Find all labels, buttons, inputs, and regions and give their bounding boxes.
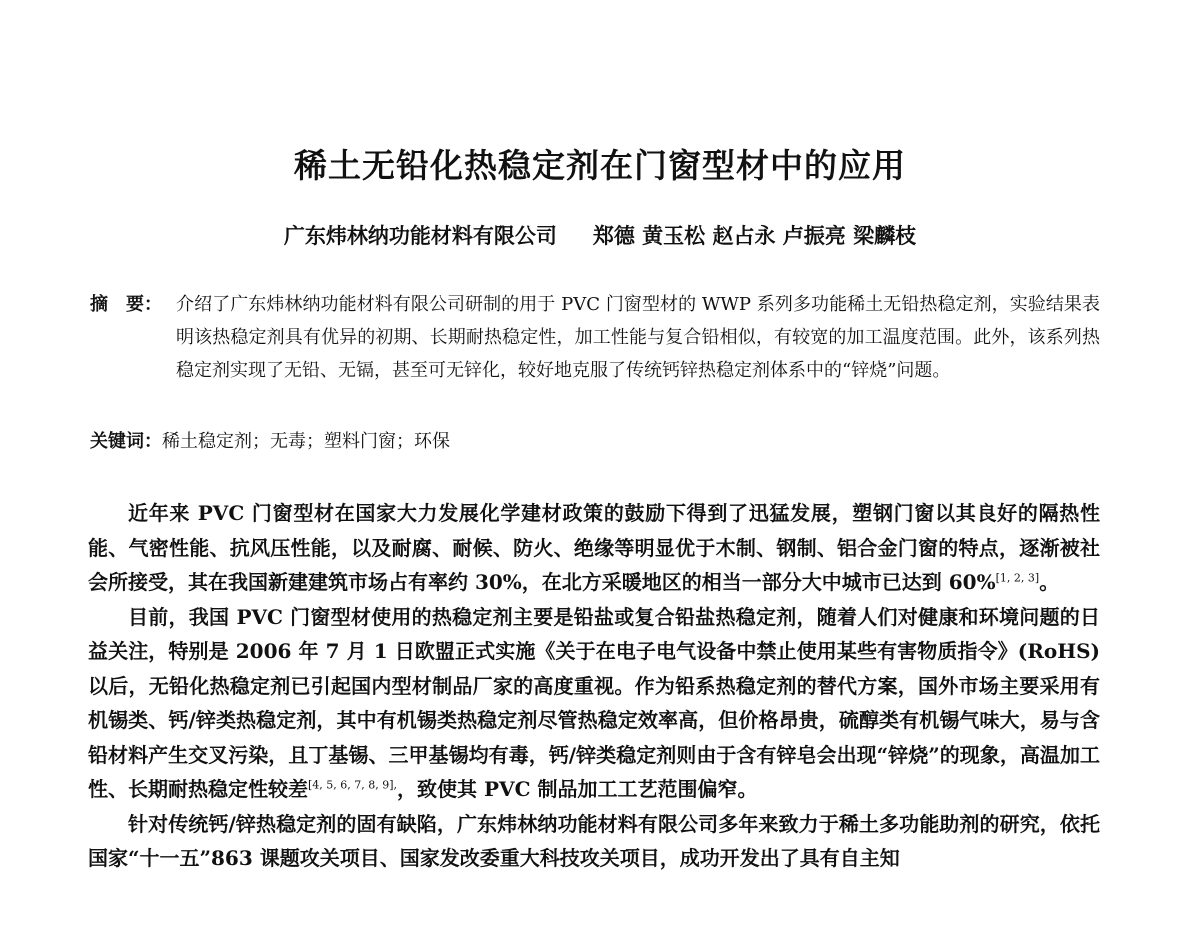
- author-line: [0, 220, 1200, 250]
- paragraph-tail: 。: [1039, 570, 1060, 594]
- abstract-text: 介绍了广东炜林纳功能材料有限公司研制的用于 PVC 门窗型材的 WWP 系列多功能稀土无铅热稳定剂，实验结果表明该热稳定剂具有优异的初期、长期耐热稳定性，加工性能与复合铅相似，有较宽的加工温度范围。此外，该系列热稳定剂实现了无铅、无镉，甚至可无锌化，较好地克服了传统钙锌热稳定剂体系中的“锌烧”问题。: [176, 294, 1100, 381]
- keywords-label: 关键词：: [90, 431, 162, 452]
- body-paragraph-2: [88, 600, 1100, 807]
- paper-title: 稀土无铅化热稳定剂在门窗型材中的应用: [294, 146, 906, 185]
- keywords-text: 稀土稳定剂；无毒；塑料门窗；环保: [162, 431, 450, 452]
- keywords: [90, 425, 1100, 458]
- abstract: [90, 288, 1100, 387]
- paragraph-tail: ，致使其 PVC 制品加工工艺范围偏窄。: [397, 777, 758, 801]
- author-names: 郑德 黄玉松 赵占永 卢振亮 梁麟枝: [592, 223, 917, 248]
- author-organization: 广东炜林纳功能材料有限公司: [283, 223, 557, 248]
- abstract-label: 摘 要：: [90, 294, 162, 315]
- paragraph-text: 针对传统钙/锌热稳定剂的固有缺陷，广东炜林纳功能材料有限公司多年来致力于稀土多功能助剂的研究，依托国家“十一五”863 课题攻关项目、国家发改委重大科技攻关项目，成功开发出了具有自主知: [88, 811, 1100, 870]
- citation: [1, 2, 3]: [995, 571, 1040, 585]
- body-paragraph-1: [88, 496, 1100, 600]
- body-section: [88, 496, 1100, 876]
- paragraph-text: 目前，我国 PVC 门窗型材使用的热稳定剂主要是铅盐或复合铅盐热稳定剂，随着人们对健康和环境问题的日益关注，特别是 2006 年 7 月 1 日欧盟正式实施《关于在电子电气设备中禁止使用某些有害物质指令》(RoHS)以后，无铅化热稳定剂已引起国内型材制品厂家的高度重视。作为铅系热稳定剂的替代方案，国外市场主要采用有机锡类、钙/锌类热稳定剂，其中有机锡类热稳定剂尽管热稳定效率高，但价格昂贵，硫醇类有机锡气味大，易与含铅材料产生交叉污染，且丁基锡、三甲基锡均有毒，钙/锌类稳定剂则由于含有锌皂会出现“锌烧”的现象，高温加工性、长期耐热稳定性较差: [88, 604, 1100, 801]
- body-paragraph-3: [88, 807, 1100, 876]
- citation: [4, 5, 6, 7, 8, 9],: [308, 778, 398, 792]
- paragraph-text: 近年来 PVC 门窗型材在国家大力发展化学建材政策的鼓励下得到了迅猛发展，塑钢门窗以其良好的隔热性能、气密性能、抗风压性能，以及耐腐、耐候、防火、绝缘等明显优于木制、钢制、铝合金门窗的特点，逐渐被社会所接受，其在我国新建建筑市场占有率约 30%，在北方采暖地区的相当一部分大中城市已达到 60%: [88, 501, 1100, 594]
